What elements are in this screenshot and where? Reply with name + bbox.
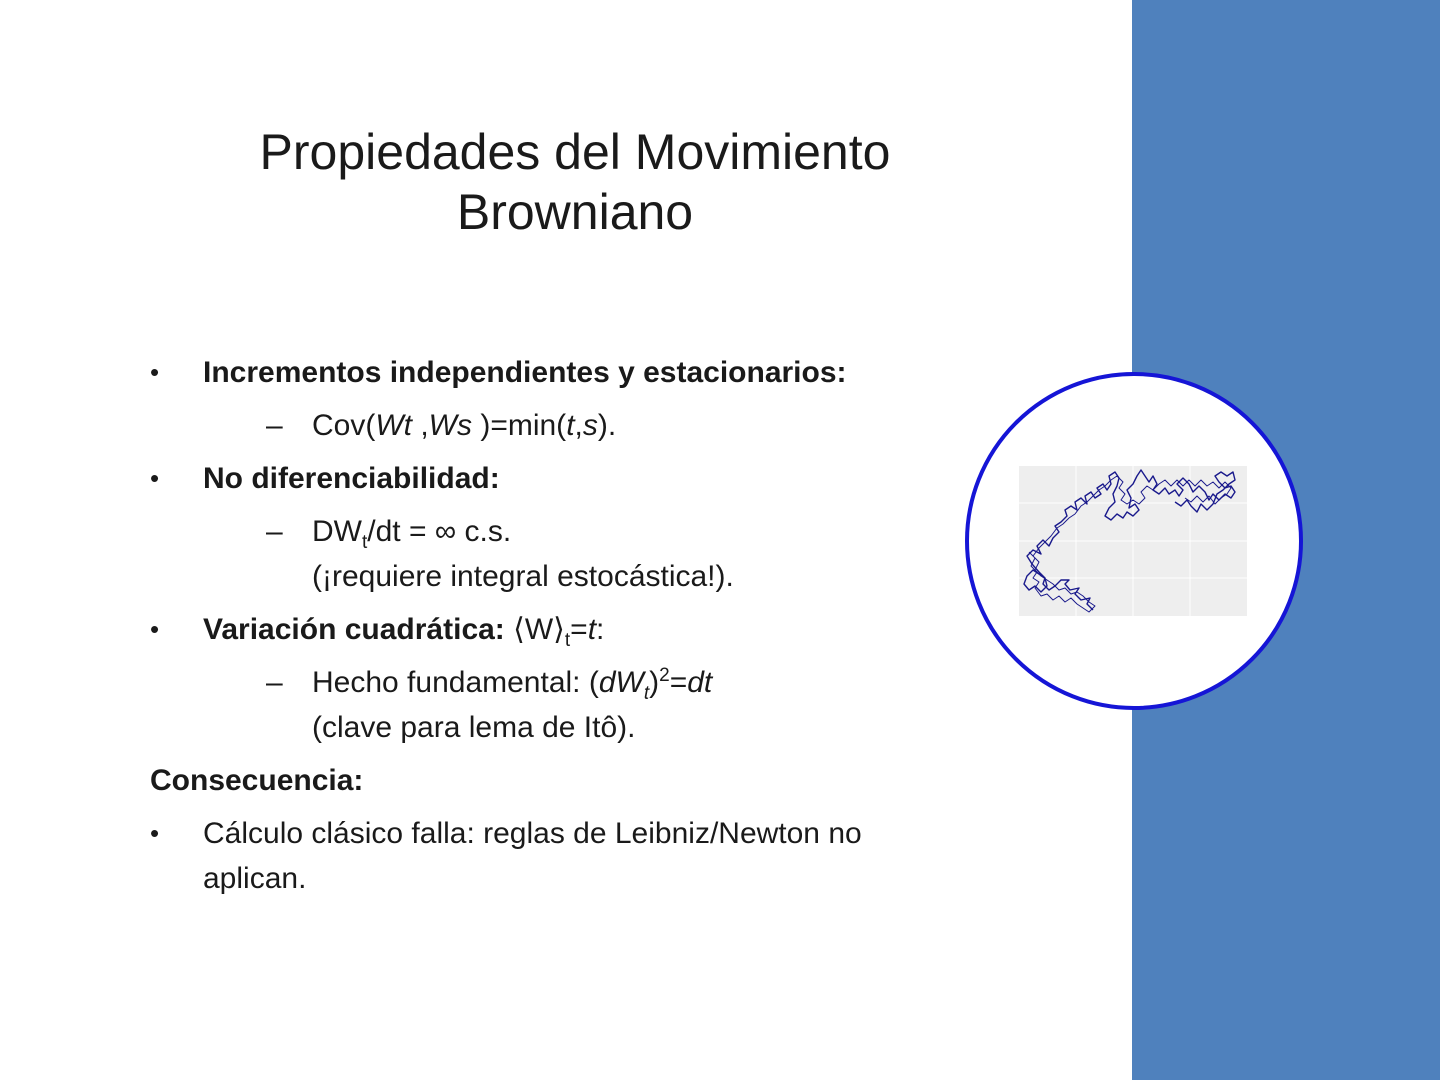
bullet-item [150, 350, 970, 395]
title-line-1: Propiedades del Movimiento [259, 124, 891, 180]
bullet-text: Variación cuadrática: [203, 613, 505, 646]
text-run: Cov( [312, 409, 376, 442]
title-line-2: Browniano [456, 184, 694, 240]
text-run: : [596, 613, 605, 646]
sub-bullet-line-2: (¡requiere integral estocástica!). [312, 560, 734, 593]
text-run: ) [649, 666, 660, 699]
bullet-glyph: • [150, 357, 160, 387]
text-run: t [566, 409, 575, 442]
brownian-figure-circle [965, 372, 1303, 710]
consequence-heading: Consecuencia: [150, 764, 364, 797]
text-run: , [412, 409, 429, 442]
text-run: s [582, 409, 598, 442]
slide-content [150, 350, 970, 909]
text-run: dW [598, 666, 644, 699]
subscript: t [361, 532, 368, 553]
sub-bullet-item [150, 403, 970, 448]
bullet-text: No diferenciabilidad: [203, 462, 500, 495]
dash-glyph: – [266, 515, 283, 548]
brownian-path-icon [969, 376, 1299, 706]
bullet-glyph: • [150, 614, 160, 644]
sub-bullet-item [150, 509, 970, 599]
text-run: = [669, 666, 688, 699]
text-run: Hecho fundamental: ( [312, 666, 599, 699]
text-run: Ws [428, 409, 472, 442]
text-run: , [574, 409, 583, 442]
dash-glyph: – [266, 409, 283, 442]
text-run: DW [312, 515, 362, 548]
bullet-text: Cálculo clásico falla: reglas de Leibniz/Newton no aplican. [203, 817, 862, 895]
text-run: t [587, 613, 597, 646]
bullet-item [150, 811, 970, 901]
text-run: /dt = ∞ c.s. [367, 515, 512, 548]
text-run: dt [687, 666, 713, 699]
bullet-text: Incrementos independientes y estacionarios: [203, 356, 847, 389]
bullet-item [150, 456, 970, 501]
subscript: t [564, 630, 571, 651]
text-run: ⟨W⟩ [504, 613, 565, 646]
superscript: 2 [659, 665, 670, 686]
text-run: Wt [375, 409, 412, 442]
bullet-glyph: • [150, 463, 160, 493]
text-run: = [570, 613, 588, 646]
bullet-glyph: • [150, 818, 160, 848]
subscript: t [643, 683, 650, 704]
slide-title [150, 122, 1000, 242]
sub-bullet-line-2: (clave para lema de Itô). [312, 711, 636, 744]
sub-bullet-item [150, 660, 970, 750]
text-run: ). [597, 409, 617, 442]
text-run: )=min( [472, 409, 567, 442]
bullet-item [150, 607, 970, 652]
dash-glyph: – [266, 666, 283, 699]
